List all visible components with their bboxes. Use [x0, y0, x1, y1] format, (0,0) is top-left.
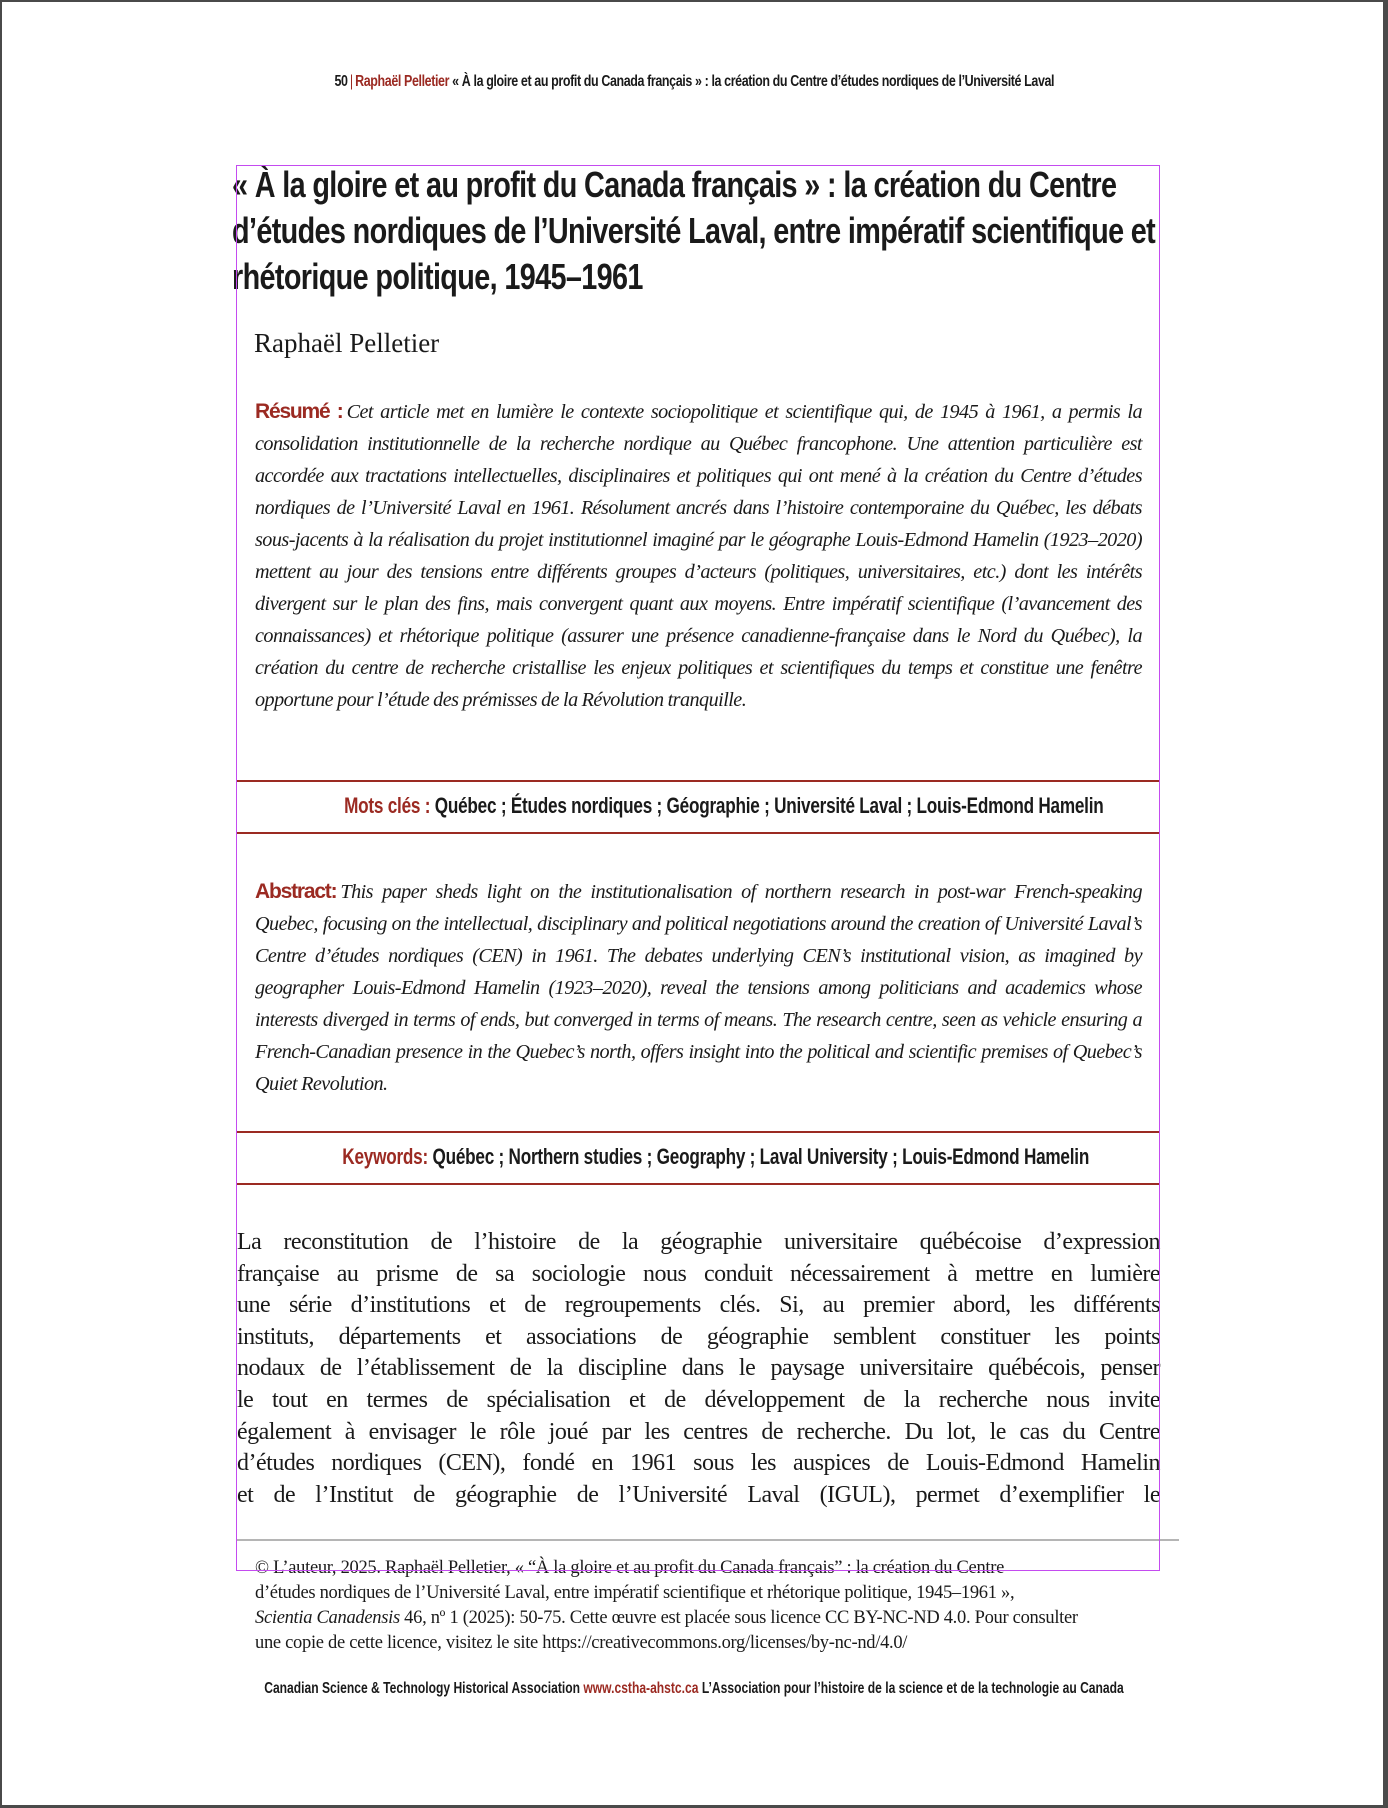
abstract-text: This paper sheds light on the institutionalisation of northern research in post-war French-speaking Quebec, focusing on the intellectual, disciplinary and political negotiations around the creation of Université Laval’s Centre d’études nordiques (CEN) in 1961. The debates underlying CEN’s institutional vision, as imagined by geographer Louis-Edmond Hamelin (1923–2020), reveal the tensions among politicians and academics whose interests diverged in terms of ends, but converged in terms of means. The research centre, seen as vehicle ensuring a French-Canadian presence in the Quebec’s north, offers insight into the political and scientific premises of Quebec’s Quiet Revolution. — [255, 881, 1142, 1095]
keywords-label: Keywords: — [342, 1144, 428, 1169]
body-line: également à envisager le rôle joué par les centres de recherche. Du lot, le cas du Centre — [237, 1418, 1160, 1445]
divider-red — [237, 1131, 1160, 1133]
divider-red — [237, 1183, 1160, 1185]
copyright-footnote — [255, 1556, 1185, 1656]
running-head-title: « À la gloire et au profit du Canada français » : la création du Centre d’études nordiques de l’Université Laval — [451, 73, 1054, 90]
footer-english-name: Canadian Science & Technology Historical Association — [264, 1680, 580, 1697]
title-line: d’études nordiques de l’Université Laval, entre impératif scientifique et — [232, 210, 1156, 251]
footer-french-name: L’Association pour l’histoire de la science et de la technologie au Canada — [701, 1680, 1124, 1697]
body-paragraph — [237, 1227, 1160, 1511]
body-line: le tout en termes de spécialisation et de développement de la recherche nous invite — [237, 1386, 1160, 1413]
body-line: nodaux de l’établissement de la discipline dans le paysage universitaire québécois, penser — [237, 1355, 1160, 1382]
footnote-line: © L’auteur, 2025. Raphaël Pelletier, « “À la gloire et au profit du Canada français” : la création du Centre — [255, 1558, 1005, 1578]
footnote-citation: 46, nº 1 (2025): 50-75. Cette œuvre est placée sous licence CC BY-NC-ND 4.0. Pour consulter — [399, 1608, 1078, 1628]
body-line: une série d’institutions et de regroupements clés. Si, au premier abord, les différents — [237, 1292, 1160, 1319]
page-number: 50 — [334, 73, 348, 90]
article-title — [232, 162, 1232, 300]
keywords-text: Québec ; Northern studies ; Geography ; Laval University ; Louis-Edmond Hamelin — [432, 1144, 1090, 1169]
article-author: Raphaël Pelletier — [254, 328, 440, 358]
footnote-license-link[interactable]: une copie de cette licence, visitez le site https://creativecommons.org/licenses/by-nc-nd/4.0/ — [255, 1633, 908, 1653]
journal-name: Scientia Canadensis — [255, 1608, 400, 1628]
body-line: instituts, départements et associations de géographie semblent constituer les points — [237, 1323, 1160, 1350]
body-line: d’études nordiques (CEN), fondé en 1961 sous les auspices de Louis-Edmond Hamelin — [237, 1450, 1160, 1477]
footnote-line — [255, 1606, 1185, 1631]
title-line: « À la gloire et au profit du Canada français » : la création du Centre — [232, 164, 1117, 205]
running-head-author: Raphaël Pelletier — [354, 73, 449, 90]
mots-cles-text: Québec ; Études nordiques ; Géographie ; Université Laval ; Louis-Edmond Hamelin — [434, 793, 1104, 818]
running-head — [0, 73, 1388, 91]
divider-red — [237, 780, 1160, 782]
resume-section — [255, 396, 1142, 716]
resume-label: Résumé : — [255, 400, 343, 423]
body-line: et de l’Institut de géographie de l’Université Laval (IGUL), permet d’exemplifier le — [237, 1481, 1160, 1508]
abstract-label: Abstract: — [255, 880, 337, 903]
footer-url-link[interactable]: www.cstha-ahstc.ca — [583, 1680, 699, 1697]
body-line: La reconstitution de l’histoire de la géographie universitaire québécoise d’expression — [237, 1229, 1160, 1255]
footnote-line: d’études nordiques de l’Université Laval, entre impératif scientifique et rhétorique politique, 1945–1961 », — [255, 1583, 1015, 1603]
running-head-separator: | — [349, 73, 353, 90]
title-line: rhétorique politique, 1945–1961 — [232, 256, 643, 297]
body-line: française au prisme de sa sociologie nous conduit nécessairement à mettre en lumière — [237, 1260, 1160, 1287]
keywords-row — [237, 1144, 1160, 1170]
abstract-section — [255, 876, 1142, 1100]
mots-cles-row — [237, 793, 1160, 819]
divider-red — [237, 832, 1160, 834]
footnote-separator — [237, 1539, 1179, 1541]
resume-text: Cet article met en lumière le contexte sociopolitique et scientifique qui, de 1945 à 1961, a permis la consolidation institutionnelle de la recherche nordique au Québec francophone. Une attention particulière est accordée aux tractations intellectuelles, disciplinaires et politiques qui ont mené à la création du Centre d’études nordiques de l’Université Laval en 1961. Résolument ancrés dans l’histoire contemporaine du Québec, les débats sous-jacents à la réalisation du projet institutionnel imaginé par le géographe Louis-Edmond Hamelin (1923–2020) mettent au jour des tensions entre différents groupes d’acteurs (politiques, universitaires, etc.) dont les intérêts divergent sur le plan des fins, mais convergent quant aux moyens. Entre impératif scientifique (l’avancement des connaissances) et rhétorique politique (assurer une présence canadienne-française dans le Nord du Québec), la création du centre de recherche cristallise les enjeux politiques et scientifiques du temps et constitue une fenêtre opportune pour l’étude des prémisses de la Révolution tranquille. — [255, 401, 1142, 711]
page-footer — [0, 1680, 1388, 1698]
mots-cles-label: Mots clés : — [344, 793, 431, 818]
